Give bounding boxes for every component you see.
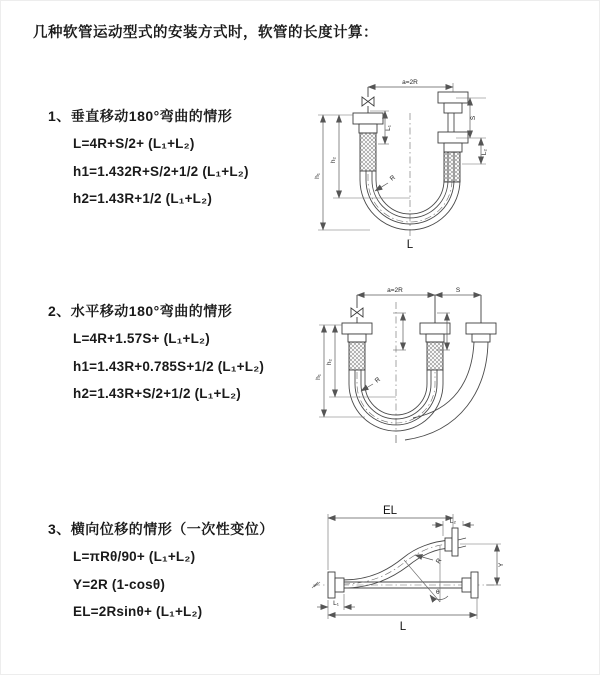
length-label: L — [406, 239, 414, 251]
braided-hose-section — [360, 133, 376, 171]
formula-line: L=4R+S/2+ (L₁+L₂) — [73, 136, 195, 151]
dim-label-h2: h₂ — [326, 358, 333, 366]
formula-line: Y=2R (1-cosθ) — [73, 576, 166, 592]
formula-line: EL=2Rsinθ+ (L₁+L₂) — [73, 604, 203, 619]
dim-label-h1: h₁ — [315, 374, 322, 380]
dim-label-a2r: a=2R — [402, 79, 418, 86]
braided-hose-section — [444, 152, 460, 182]
diagram-horizontal-bend — [305, 282, 520, 450]
section-horizontal-bend — [48, 301, 264, 408]
length-label: L — [399, 621, 407, 633]
formula-line: h2=1.43R+1/2 (L₁+L₂) — [73, 191, 213, 206]
radius-leader — [415, 555, 444, 565]
original-position-flange — [462, 572, 478, 598]
dim-length — [328, 599, 477, 633]
radius-leader — [375, 174, 397, 191]
radius-label: R — [388, 174, 397, 183]
section-lateral-displacement — [48, 519, 274, 626]
middle-position-assembly — [420, 295, 450, 370]
moving-end-assembly — [438, 92, 468, 182]
dim-label-h2: h₂ — [330, 156, 337, 164]
dim-label-l2: L₂ — [449, 518, 457, 525]
dim-label-h1: h₁ — [314, 173, 321, 179]
dim-width — [368, 79, 453, 92]
braided-hose-section — [349, 342, 365, 370]
dim-label-l2: L₂ — [481, 148, 488, 156]
valve-icon — [351, 308, 363, 317]
formula-line: h1=1.432R+S/2+1/2 (L₁+L₂) — [73, 163, 249, 179]
formula-line: L=πRθ/90+ (L₁+L₂) — [73, 549, 196, 564]
section-1-formulas — [48, 130, 249, 213]
dim-el — [328, 505, 453, 570]
formula-line: L=4R+1.57S+ (L₁+L₂) — [73, 331, 210, 346]
dim-width — [357, 287, 481, 295]
dim-label-l1: L₁ — [385, 125, 392, 131]
diagram-lateral-displacement — [300, 498, 520, 638]
radius-leader — [361, 376, 382, 391]
formula-line: h2=1.43R+S/2+1/2 (L₁+L₂) — [73, 386, 241, 401]
fixed-flange — [328, 572, 344, 598]
fixed-end-assembly — [342, 295, 372, 370]
diagram-vertical-bend — [300, 68, 550, 263]
hose-curves — [349, 342, 488, 440]
moved-position-assembly — [466, 295, 496, 342]
page-title: 几种软管运动型式的安装方式时，软管的长度计算： — [33, 25, 378, 41]
dim-label-s: S — [470, 115, 477, 121]
dim-l1 — [317, 594, 355, 610]
dim-label-l1: L₁ — [333, 600, 339, 607]
dim-label-el: EL — [382, 505, 398, 517]
dim-label-y: Y — [498, 562, 505, 568]
fixed-end-assembly — [353, 87, 383, 171]
section-2-heading: 2、水平移动180°弯曲的情形 — [48, 303, 233, 319]
displaced-flange — [445, 528, 458, 556]
section-3-heading: 3、横向位移的情形（一次性变位） — [48, 521, 274, 537]
dim-label-s: S — [455, 287, 461, 294]
section-1-heading: 1、垂直移动180°弯曲的情形 — [48, 108, 233, 124]
section-3-formulas — [48, 543, 274, 626]
radius-label: R — [434, 557, 444, 566]
braided-hose-section — [427, 342, 443, 370]
angle-label: θ — [436, 589, 440, 596]
dim-label-a2r: a=2R — [387, 287, 403, 294]
valve-icon — [362, 97, 374, 106]
formula-line: h1=1.43R+0.785S+1/2 (L₁+L₂) — [73, 358, 265, 374]
section-2-formulas — [48, 325, 264, 408]
radius-label: R — [373, 376, 382, 385]
section-vertical-bend — [48, 106, 249, 213]
